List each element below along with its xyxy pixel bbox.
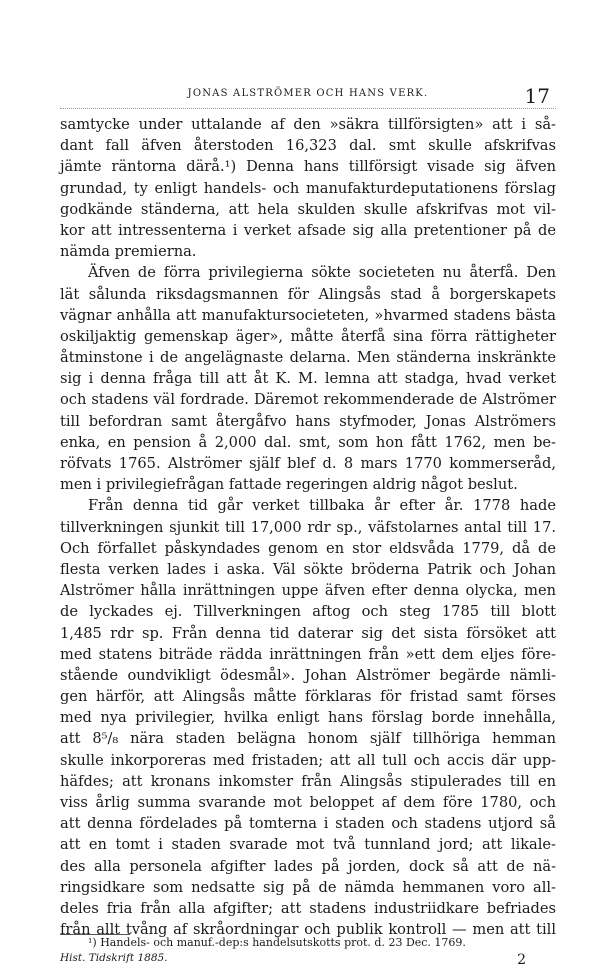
text-line: kor att intressenterna i verket afsade sig alla pretentioner på de — [60, 221, 556, 239]
text-line: tillverkningen sjunkit till 17,000 rdr sp., väfstolarnes antal till 17. — [60, 518, 556, 536]
text-line: häfdes; att kronans inkomster från Alingsås stipulerades till en — [60, 772, 556, 790]
text-line: stående oundvikligt ödesmål». Johan Alströmer begärde nämli- — [60, 666, 556, 684]
running-title: JONAS ALSTRÖMER OCH HANS VERK. — [187, 88, 429, 99]
text-line: Från denna tid går verket tillbaka år efter år. 1778 hade — [88, 497, 556, 515]
text-line: grundad, ty enligt handels- och manufakturdeputationens förslag — [60, 179, 556, 197]
text-line: Och förfallet påskyndades genom en stor eldsvåda 1779, då de — [60, 539, 556, 557]
text-line: med statens biträde rädda inrättningen från »ett dem eljes före- — [60, 645, 556, 663]
text-line: att en tomt i staden svarade mot två tunnland jord; att likale- — [60, 836, 556, 854]
text-line: och stadens väl fordrade. Däremot rekommenderade de Alströmer — [60, 391, 556, 409]
text-line: lät sålunda riksdagsmannen för Alingsås stad å borgerskapets — [60, 285, 556, 303]
text-line: des alla personela afgifter lades på jorden, dock så att de nä- — [60, 857, 556, 875]
text-line: de lyckades ej. Tillverkningen aftog och steg 1785 till blott — [60, 603, 556, 621]
text-line: ringsidkare som nedsatte sig på de nämda hemmanen voro all- — [60, 878, 556, 896]
text-line: från allt tvång af skråordningar och publik kontroll — men att till — [60, 921, 556, 939]
text-line: deles fria från alla afgifter; att stadens industriidkare befriades — [60, 899, 556, 917]
text-line: godkände ständerna, att hela skulden skulle afskrifvas mot vil- — [60, 200, 556, 218]
footnote: ¹) Handels- och manuf.-dep:s handelsutskotts prot. d. 23 Dec. 1769. — [88, 936, 466, 949]
text-line: röfvats 1765. Alströmer själf blef d. 8 mars 1770 kommerseråd, — [60, 455, 556, 472]
text-line: gen härför, att Alingsås måtte förklaras för fristad samt förses — [60, 688, 556, 706]
page-footer — [60, 952, 556, 970]
text-line: samtycke under uttalande af den »säkra tillförsigten» att i så- — [60, 116, 556, 133]
text-line: vägnar anhålla att manufaktursocieteten, »hvarmed stadens bästa — [60, 306, 556, 324]
running-head — [60, 84, 556, 106]
header-rule — [60, 108, 556, 109]
text-line: åtminstone i de angelägnaste delarna. Men ständerna inskränkte — [60, 349, 556, 367]
journal-imprint: Hist. Tidskrift 1885. — [60, 952, 168, 964]
text-line: Alströmer hålla inrättningen uppe äfven efter denna olycka, men — [60, 582, 556, 600]
text-line: skulle inkorporeras med fristaden; att all tull och accis där upp- — [60, 751, 556, 769]
text-line: Äfven de förra privilegierna sökte societeten nu återfå. Den — [88, 264, 556, 282]
page-number: 17 — [524, 84, 550, 108]
text-line: att denna fördelades på tomterna i staden och stadens utjord så — [60, 815, 556, 833]
text-line: men i privilegiefrågan fattade regeringen aldrig något beslut. — [60, 476, 518, 494]
text-line: sig i denna fråga till att åt K. M. lemna att stadga, hvad verket — [60, 370, 556, 388]
text-line: till befordran samt återgåfvo hans styfmoder, Jonas Alströmers — [60, 412, 556, 430]
text-line: med nya privilegier, hvilka enligt hans förslag borde innehålla, — [60, 709, 556, 727]
text-line: jämte räntorna därå.¹) Denna hans tillförsigt visade sig äfven — [60, 158, 556, 176]
text-line: oskiljaktig gemenskap äger», måtte återfå sina förra rättigheter — [60, 327, 556, 345]
text-line: att 8⁵/₈ nära staden belägna honom själf tillhöriga hemman — [60, 730, 556, 748]
footnote-rule — [60, 934, 130, 935]
text-line: dant fall äfven återstoden 16,323 dal. smt skulle afskrifvas — [60, 137, 556, 155]
text-line: viss årlig summa svarande mot beloppet af dem före 1780, och — [60, 794, 556, 811]
body-text — [60, 114, 556, 940]
signature-mark: 2 — [517, 952, 526, 968]
text-line: 1,485 rdr sp. Från denna tid daterar sig det sista försöket att — [60, 624, 556, 642]
text-line: flesta verken lades i aska. Väl sökte bröderna Patrik och Johan — [60, 560, 556, 578]
text-line: enka, en pension å 2,000 dal. smt, som hon fått 1762, men be- — [60, 433, 556, 451]
text-line: nämda premierna. — [60, 243, 197, 261]
